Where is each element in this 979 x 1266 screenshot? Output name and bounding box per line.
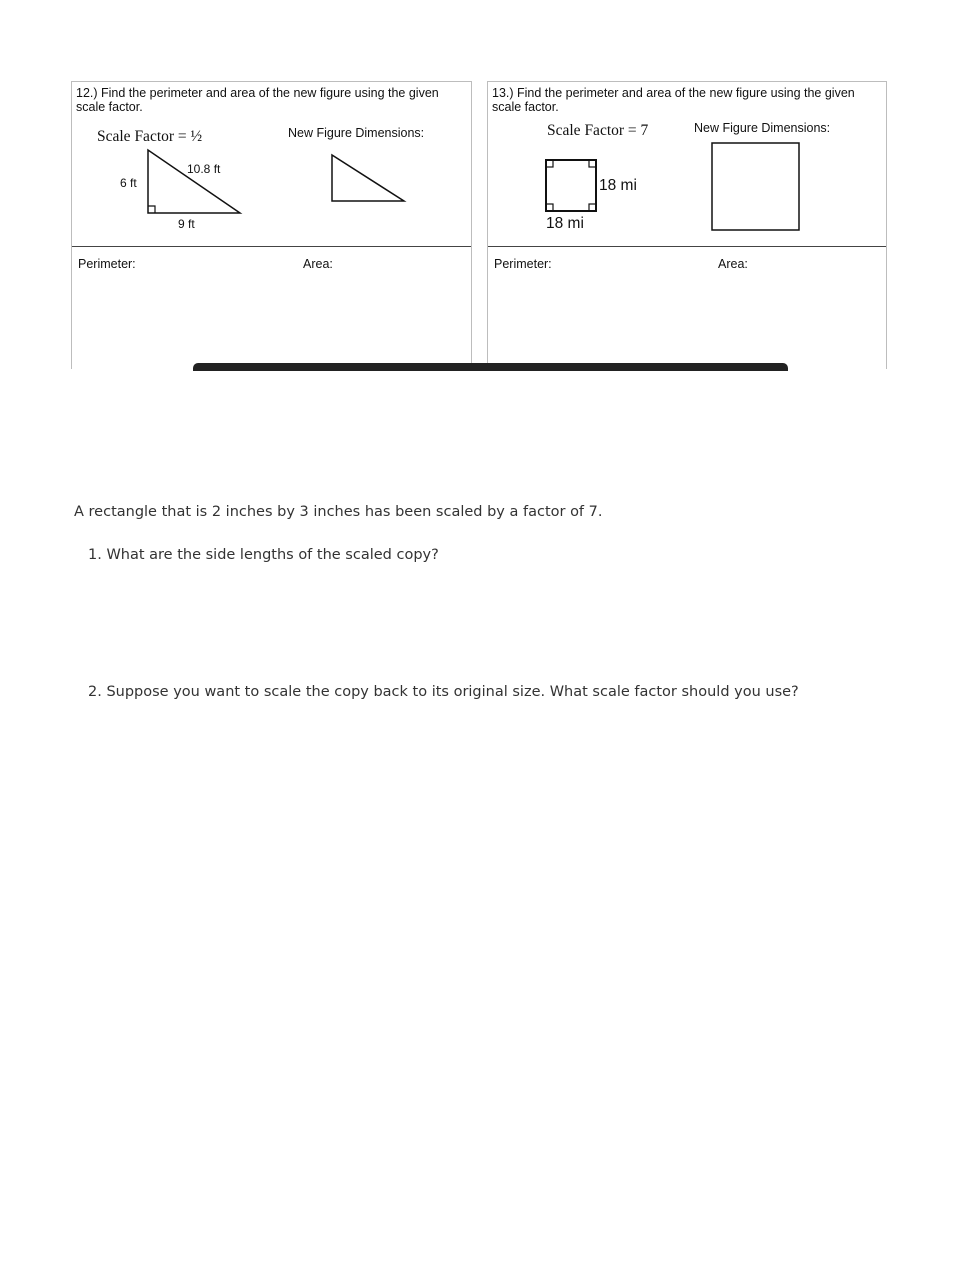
image-overlay-bar <box>193 363 788 371</box>
problem-13-bottom-label: 18 mi <box>546 215 584 232</box>
question-intro: A rectangle that is 2 inches by 3 inches has been scaled by a factor of 7. <box>74 504 603 520</box>
question-item-2: 2. Suppose you want to scale the copy back to its original size. What scale factor should you use? <box>88 684 799 700</box>
problem-12-divider <box>72 246 471 247</box>
problem-12-hypotenuse-label: 10.8 ft <box>187 162 221 176</box>
problem-12-perimeter-label: Perimeter: <box>78 257 136 271</box>
problem-12-prompt: 12.) Find the perimeter and area of the new figure using the given scale factor. <box>76 86 439 114</box>
problem-12-base-label: 9 ft <box>178 217 195 231</box>
problem-13-prompt: 13.) Find the perimeter and area of the new figure using the given scale factor. <box>492 86 855 114</box>
problem-12-new-dims-label: New Figure Dimensions: <box>288 126 425 140</box>
problem-13-side-label: 18 mi <box>599 177 637 194</box>
problem-13-box <box>487 81 887 369</box>
question-item-1: 1. What are the side lengths of the scaled copy? <box>88 547 439 563</box>
problem-12-new-triangle <box>72 82 473 242</box>
worksheet-image <box>71 81 887 369</box>
problem-12-area-label: Area: <box>303 257 333 271</box>
problem-13-divider <box>488 246 886 247</box>
problem-13-perimeter-label: Perimeter: <box>494 257 552 271</box>
problem-12-box <box>71 81 472 369</box>
problem-13-new-dims-label: New Figure Dimensions: <box>694 121 831 135</box>
problem-13-area-label: Area: <box>718 257 748 271</box>
problem-12-scale-factor: Scale Factor = ½ <box>97 128 203 145</box>
problem-12-height-label: 6 ft <box>120 176 137 190</box>
problem-13-scale-factor: Scale Factor = 7 <box>547 122 649 139</box>
